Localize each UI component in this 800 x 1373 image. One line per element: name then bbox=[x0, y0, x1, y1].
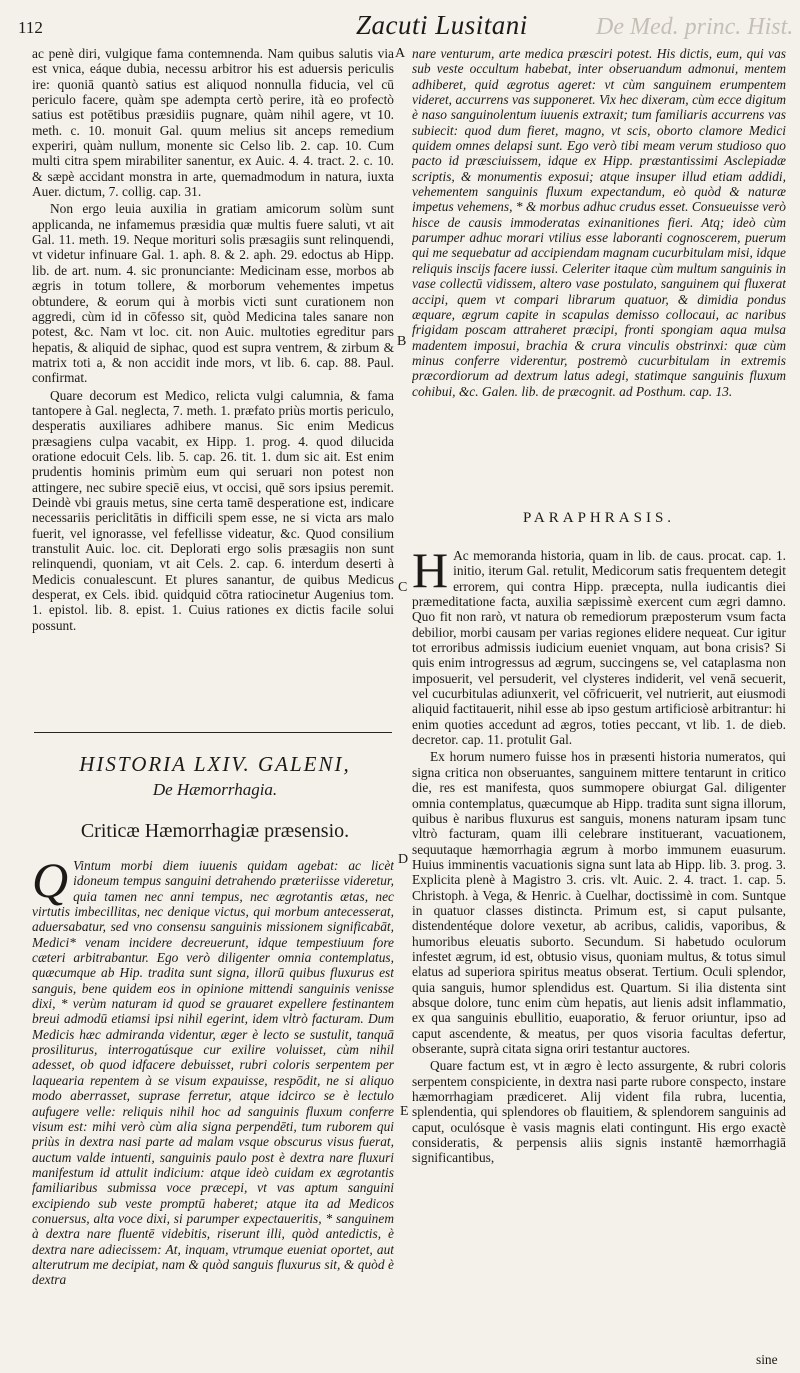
paragraph: Ac memoranda historia, quam in lib. de caus. procat. cap. 1. initio, iterum Gal. retulit, Medicorum satis frequentem detegit errorem, qui contra Hipp. præcepta, nulla iudicantis diei præmeditatione facta, auxilia sæpissimè exercent cum ægri damno. Quo fit non rarò, vt natura ob remediorum præposterum vsum facta debilior, morbi causam per varias regiones elidere nequeat. Cur igitur tot erroribus admissis iudicium eueniet vnquam, aut bona crisis? Si quis enim introgressus ad ægrum, succingens se, vel cataplasma non imposuerit, vel persuderit, vel clysteres indiderit, vel venā secuerit, vel cucurbitulas adiunxerit, vel cōfricuerit, vel nutrierit, aut eiusmodi aliquid factitauerit, nihil esse ab ipso gestum artificiosè arbitrantur: hi enim quoties accedunt ad ægros, toties peccant, vt lib. 1. de dieb. decretor. cap. 11. protulit Gal. bbox=[412, 548, 786, 748]
paragraph: Quare factum est, vt in ægro è lecto assurgente, & rubri coloris serpentem conspiciente, in dextra nasi parte rubore conspecto, instare hæmorrhagiam prædiceret. Alij vident fila rubra, lucentia, splendentia, qui splendores ob flauitiem, & splendorem sanguinis ad caput, oculósque è vasis magnis elati contingunt. His ergo exactè consideratis, & perpensis aliis signis instantē hæmorrhagiā significantibus, bbox=[412, 1058, 786, 1166]
paraphrasis-title: PARAPHRASIS. bbox=[522, 510, 676, 526]
paragraph: Non ergo leuia auxilia in gratiam amicorum solùm sunt applicanda, ne infamemus præsidia quæ multis fuere saluti, vt ait Gal. 11. meth. 19. Neque morituri solis præsagiis sunt relinquendi, vt videtur infinuare Gal. 1. aph. 8. & 2. aph. 29. edoctus ab Hipp. lib. de art. num. 4. sic pronunciante: Medicinam esse, morbos ab ægris in totum tollere, & morborum vehementes impetus obtundere, & eorum qui à morbis victi sunt curationem non aggredi, cùm id in cōfesso sit, quòd Medicina tales sanare non potest, &c. Nam vt loc. cit. non Auic. multoties egreditur pars hepatis, & aliquid de siphac, quod est supra ventrem, & zirbum & matrix toti a, & non accidit inde mors, vt lib. 6. cap. 88. Paul. confirmat. bbox=[32, 201, 394, 386]
page-number: 112 bbox=[18, 18, 43, 37]
paragraph: Vintum morbi diem iuuenis quidam agebat: ac licèt idoneum tempus sanguini detrahendo præteriisse videretur, quia tamen nec anni tempus, nec ægrotantis ætas, nec virtutis imbecillitas, nec denique victus, qui morbum antecesserat, aduersabatur, sed vno consensu sanguinis missionem significabāt, Medici* venam incidere decreuerunt, idque tempestiuum fore cæteri arbitrabantur. Ego verò diligenter omnia contemplatus, quæcumque ab Hip. tradita sunt signa, illorū quibus fluxurus est sanguis, bene quidem eos in opinione mittendi sanguinis venisse dixi, * verùm naturam id quod se grauaret expellere festinantem breui admodū etiamsi ipsi nihil egerint, idem vltrò facturam. Dum Medicis hæc admiranda videntur, æger è lecto se sustulit, tanquā prosiliturus, interrogatúsque cur exilire voluisset, cùm nihil adesset, ob quod idfacere debuisset, rubri coloris serpentem per laquearia repentem à se visum expauisse, respōdit, ne si aliquo modo aberrasset, suprase ferretur, atque idcirco se è lectulo aufugere velle: reliquis nihil hoc ad sanguinis fluxum conferre visum est: mihi verò cùm alia signa perpendēti, tum ruborem qui priùs in dextra nasi parte ad malam vsque obscurus visus fuerat, auctum valde intuenti, sanguinis paulo post è dextra nare fluxuri manifestum id attulit indicium: atque ideò cuidam ex ægrotantis familiaribus submissa voce præcepi, vt vas aptum sanguini excipiendo sub veste promptū haberet; atque ita ad Medicos conuersus, alta voce dixi, si parumper expectaueritis, * sanguinem à dextra nare fluentē videbitis, riserunt illi, quòd antedictis, è dextra nare adiecissem: At, inquam, vtrumque eueniat oportet, aut alterutrum me decipiat, nam & quòd sanguis fluxurus sit, & quòd è dextra bbox=[32, 858, 394, 1288]
history-subtitle: De Hæmorrhagia. bbox=[152, 780, 278, 799]
history-title: HISTORIA LXIV. GALENI, bbox=[79, 752, 351, 776]
right-column-upper bbox=[412, 46, 786, 492]
right-column-lower bbox=[412, 548, 786, 1358]
margin-letter-d: D bbox=[398, 852, 409, 867]
paragraph: Ex horum numero fuisse hos in præsenti historia numeratos, qui signa critica non obseruantes, sanguinem mittere tentarunt in critico die, res est manifesta, quos summopere obiurgat Gal. diligenter omnia contemplatus, quæcumque ab Hipp. tradita sunt signa illorum, quibus è naribus fluxurus est sanguis, monens naturam ipsam tunc vltrò facturam, quam illi celebrare instituerant, vacuationem, sequutaque hæmorrhagia ægrum à morbo immunem euasurum. Huius imminentis vacuationis signa sunt lata ab Hipp. lib. 3. prog. 3. Explicita plenè à Magistro 3. cris. vlt. Auic. 2. 4. tract. 1. cap. 5. Christoph. à Vega, & Henric. à Cuelhar, doctissimè in com. Suntque in quatuor classes distincta. Primum est, si caput pulsante, distendentéque dolore vexetur, ab acribus, calidis, vaporibus, & humoribus eleuatis suborto. Secundum. Si habetudo oculorum infestet ægrum, id est, obtusio visus, quoniam multus, & totus simul elatus ad superiora spiritus meatus obserat. Tertium. Oculi splendor, quia sanguis, humor splendidus est. Quartum. Si ilia distenta sint absque dolore, tunc enim cùm hepatis, aut lienis adsit inflammatio, ex qua sanguinis ebullitio, euaporatio, & feruor oriuntur, ipso ad caput ascendente, & meatus, per quos visoria facultas defertur, obserante, suprà citata signa oriri testantur auctores. bbox=[412, 749, 786, 1056]
drop-cap: H bbox=[412, 548, 449, 598]
margin-letter-c: C bbox=[398, 580, 408, 595]
left-column-lower bbox=[32, 858, 394, 1368]
bleed-through-text: De Med. princ. Hist. bbox=[596, 14, 794, 40]
margin-letter-a: A bbox=[395, 46, 406, 61]
margin-letter-e: E bbox=[400, 1104, 409, 1119]
section-rule bbox=[34, 732, 392, 733]
running-head: Zacuti Lusitani bbox=[356, 10, 528, 40]
paragraph: Quare decorum est Medico, relicta vulgi calumnia, & fama tantopere à Gal. neglecta, 7. meth. 1. præfato priùs mortis periculo, desperatis auxiliares adhibere manus. Sic enim Medicus præsagiens culpa vacabit, ex Hipp. 1. prog. 4. quod dilucida oratione edocuit Cels. lib. 5. cap. 26. tit. 1. dum sic ait. Est enim prudentis hominis primùm eum qui seruari non potest non attingere, nec subire speciē eius, vt occisi, quē sors ipsius peremit. Deindè vbi grauis metus, sine certa tamē desperatione est, indicare necessariis periclitātis in difficili spem esse, ne si victa ars malo fuerit, vel ignorasse, vel fefellisse videatur, &c. Quod consilium transtulit Auic. loc. cit. Deplorati ergo solis præsagiis non sunt relinquendi, quoniam, vt ait Cels. 2. cap. 6. interdum deserti à Medicis conualescunt. Et plures sanantur, de quibus Medicus desperat, ex Cels. ibid. quidquid cōtra ratiocinetur Augenius tom. 1. epistol. lib. 8. epist. 1. Cuius rationes ex dictis facile solui possunt. bbox=[32, 387, 394, 633]
drop-cap: Q bbox=[32, 858, 69, 908]
paragraph: ac penè diri, vulgique fama contemnenda. Nam quibus salutis via est vnica, eáque dubia, necessu arbitror his est aduersis periculis ire: quoniā quantò satius est aliquod nonnulla fiducia, vel cū periculo facere, quàm spe adempta certò perire, ità eo profectò satius est potētibus præsidiis pugnare, quàm nihil agere, vt 10. meth. c. 10. monuit Gal. quum melius sit anceps remedium experiri, quàm nullum, monente sic Celso lib. 2. cap. 10. Cum multi citra spem mirabiliter sanentur, ex Auic. 4. 4. tract. 2. c. 10. & sæpè accidant monstra in arte, quemadmodum in natura, iuxta Auer. dictum, 7. collig. cap. 31. bbox=[32, 46, 394, 200]
left-column-upper bbox=[32, 46, 394, 722]
section-title: Criticæ Hæmorrhagiæ præsensio. bbox=[80, 820, 350, 842]
paragraph: nare venturum, arte medica præsciri potest. His dictis, eum, qui vas sub veste occultum habebat, inter obseruandum admonui, mentem adhiberet, quid ægrotus ageret: vt cùm sanguinem erumpentem videret, accurrens vas supponeret. Vix hec dixeram, cùm ecce digitum è naso sanguinolentum iuuenis extraxit; tum familiaris accurrens vas subiecit: quod dum fieret, magno, vt scis, oborto clamore Medici quidem omnes delapsi sunt. Ego verò tibi meam verum studioso quo pacto id præsciuissem, idque ex Hipp. præstantissimi Asclepiadæ scriptis, & monumentis exposui; atque insuper illud etiam addidi, vehementem sanguinis fluxum expectandum, eò quòd & naturæ impetus vehemens, * & morbus adhuc crudus esset. Consueuisse verò hisce de causis immoderatas exinanitiones fieri. Atq; ideò cùm parumper adhuc morari vtilius esse laboranti cognoscerem, puerum qui me sequebatur ad accipiendam magnam cucurbitulam misi, idque reliquis inscijs facere iussi. Celeriter itaque cùm multum sanguinis in vase collectū vidissem, altero vase postulato, sanguinem qui fluxerat accipi, quem vt compari librarum quatuor, & dimidia pondus æquare, ægrum capite in scapulas demisso collocaui, ac naribus frigidam poscam attraheret præcipi, fronti spongiam aqua mulsa madentem imposui, brachia & crura vinculis obstrinxi: quæ cùm minus conferre viderentur, postremò cucurbitulam in extremis præcordiorum ad dextrum latus adegi, statimque sanguinis fluxum cohibui, &c. Galen. lib. de præcognit. ad Posthum. cap. 13. bbox=[412, 46, 786, 399]
catchword: sine bbox=[756, 1352, 778, 1367]
page-header bbox=[0, 6, 800, 40]
margin-letter-b: B bbox=[397, 334, 407, 349]
